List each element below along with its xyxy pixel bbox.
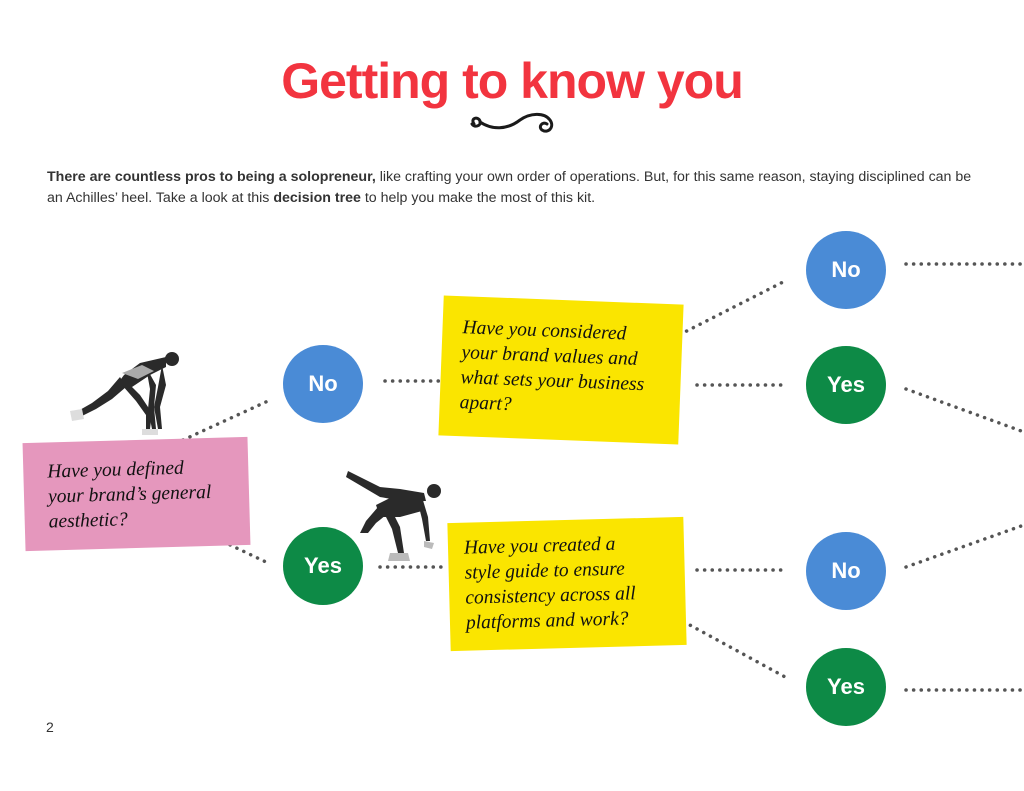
page-title: Getting to know you xyxy=(281,53,743,109)
answer-yes-q1: Yes xyxy=(283,527,363,605)
crouching-runner-photo xyxy=(62,345,187,440)
connector-q2-no xyxy=(673,280,787,338)
question-line: Have you created a xyxy=(463,533,616,559)
intro-text-end: to help you make the most of this kit. xyxy=(360,190,596,206)
connector-out-2 xyxy=(906,389,1024,432)
question-line: what sets your business xyxy=(460,367,645,396)
page-number: 2 xyxy=(46,719,54,735)
intro-text: like crafting your own order of operations. But, for this same reason, staying disciplined can be an Achilles’ heel. Take a look at this xyxy=(47,169,972,206)
question-line: Have you defined xyxy=(47,457,185,483)
intro-bold-lead: There are countless pros to being a solopreneur, xyxy=(47,169,376,185)
answer-no-q1: No xyxy=(283,345,363,423)
question-line: aesthetic? xyxy=(48,509,129,533)
answer-no-q3: No xyxy=(806,532,886,610)
connector-q1-no xyxy=(183,401,268,440)
question-line: your brand’s general xyxy=(47,481,212,508)
connector-out-3 xyxy=(906,525,1024,567)
answer-yes-q2: Yes xyxy=(806,346,886,424)
connector-q3-yes xyxy=(677,618,787,678)
question-card-style-guide xyxy=(447,517,686,651)
question-line: Have you considered xyxy=(462,317,627,345)
intro-bold-term: decision tree xyxy=(273,190,361,206)
question-card-brand-aesthetic xyxy=(23,437,251,551)
answer-yes-q3: Yes xyxy=(806,648,886,726)
question-line: apart? xyxy=(459,392,513,416)
question-line: style guide to ensure xyxy=(464,558,626,584)
question-line: platforms and work? xyxy=(465,608,629,634)
answer-no-q2: No xyxy=(806,231,886,309)
question-line: your brand values and xyxy=(461,342,638,370)
question-card-brand-values xyxy=(438,295,683,444)
question-line: consistency across all xyxy=(465,583,636,609)
